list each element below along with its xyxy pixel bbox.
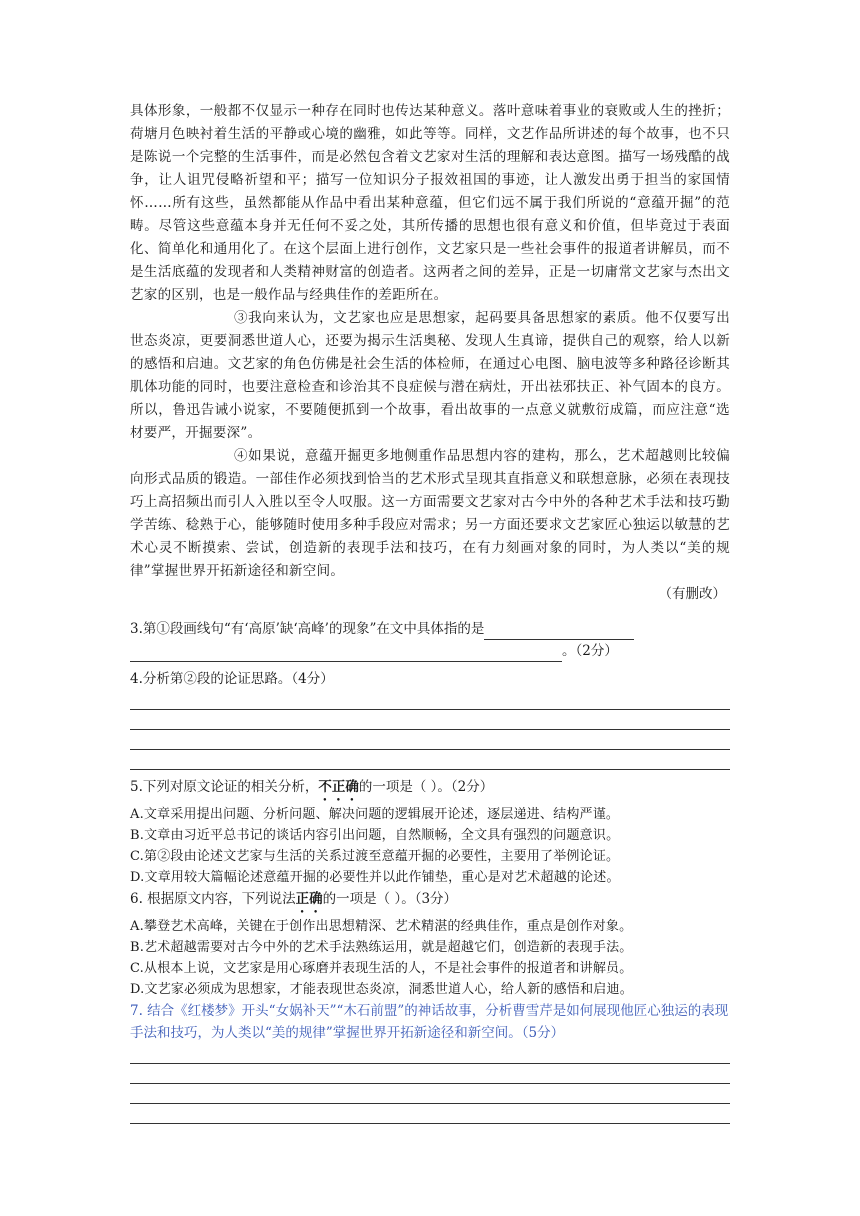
answer-line[interactable] bbox=[130, 710, 730, 730]
option-a[interactable]: A.攀登艺术高峰，关键在于创作出思想精深、艺术精湛的经典佳作，重点是创作对象。 bbox=[130, 919, 633, 934]
question-7 bbox=[130, 1000, 730, 1124]
question-4 bbox=[130, 668, 730, 770]
option-d[interactable]: D.文艺家必须成为思想家，才能表现世态炎凉，洞悉世道人心，给人新的感悟和启迪。 bbox=[130, 982, 633, 997]
passage-paragraph-4: ④如果说，意蕴开掘更多地侧重作品思想内容的建构，那么，艺术超越则比较偏向形式品质的锻造。一部佳作必须找到恰当的艺术形式呈现其直指意义和联想意脉，必须在表现技巧上高招频出而引人入胜以至令人叹服。这一方面需要文艺家对古今中外的各种艺术手法和技巧勤学苦练、稔熟于心，能够随时使用多种手段应对需求；另一方面还要求文艺家匠心独运以敏慧的艺术心灵不断摸索、尝试，创造新的表现手法和技巧，在有力刻画对象的同时，为人类以“美的规律”掌握世界开拓新途径和新空间。 bbox=[130, 448, 730, 579]
answer-line[interactable] bbox=[130, 1104, 730, 1124]
answer-line[interactable] bbox=[130, 1044, 730, 1064]
answer-blank[interactable] bbox=[484, 625, 634, 640]
question-6-stem: 6. 根据原文内容，下列说法正确的一项是（ ）。（3分） bbox=[130, 891, 458, 907]
question-5 bbox=[130, 776, 730, 888]
adaptation-note: （有删改） bbox=[658, 586, 726, 602]
answer-line[interactable] bbox=[130, 690, 730, 710]
question-3-score: 。（2分） bbox=[562, 643, 618, 659]
passage-paragraph-continued: 具体形象，一般都不仅显示一种存在同时也传达某种意义。落叶意味着事业的衰败或人生的挫折；荷塘月色映衬着生活的平静或心境的幽雅，如此等等。同样，文艺作品所讲述的每个故事，也不只是陈说一个完整的生活事件，而是必然包含着文艺家对生活的理解和表达意图。描写一场残酷的战争，让人诅咒侵略祈望和平；描写一位知识分子报效祖国的事迹，让人激发出勇于担当的家国情怀……所有这些，虽然都能从作品中看出某种意蕴，但它们远不属于我们所说的“意蕴开掘”的范畴。尽管这些意蕴本身并无任何不妥之处，其所传播的思想也很有意义和价值，但毕竟过于表面化、简单化和通用化了。在这个层面上进行创作，文艺家只是一些社会事件的报道者讲解员，而不是生活底蕴的发现者和人类精神财富的创造者。这两者之间的差异，正是一切庸常文艺家与杰出文艺家的区别，也是一般作品与经典佳作的差距所在。 bbox=[130, 103, 730, 303]
question-4-text: 4.分析第②段的论证思路。（4分） bbox=[130, 671, 334, 687]
option-c[interactable]: C.从根本上说，文艺家是用心琢磨并表现生活的人，不是社会事件的报道者和讲解员。 bbox=[130, 961, 633, 976]
option-d[interactable]: D.文章用较大篇幅论述意蕴开掘的必要性并以此作铺垫，重心是对艺术超越的论述。 bbox=[130, 870, 620, 885]
answer-line[interactable] bbox=[130, 1064, 730, 1084]
question-5-stem: 5.下列对原文论证的相关分析，不正确的一项是（ ）。（2分） bbox=[130, 779, 494, 795]
question-7-text: 7. 结合《红楼梦》开头“女娲补天”“木石前盟”的神话故事，分析曹雪芹是如何展现他匠心独运的表现手法和技巧，为人类以“美的规律”掌握世界开拓新途径和新空间。（5分） bbox=[130, 1003, 729, 1041]
question-3 bbox=[130, 618, 730, 662]
answer-blank[interactable] bbox=[130, 647, 562, 662]
option-b[interactable]: B.文章由习近平总书记的谈话内容引出问题，自然顺畅，全文具有强烈的问题意识。 bbox=[130, 828, 620, 843]
answer-line[interactable] bbox=[130, 1084, 730, 1104]
emphasis-mark: 不正确 bbox=[318, 779, 359, 795]
question-3-text: 3.第①段画线句“有‘高原’缺‘高峰’的现象”在文中具体指的是 bbox=[130, 621, 485, 637]
question-6 bbox=[130, 888, 730, 1000]
answer-line[interactable] bbox=[130, 730, 730, 750]
exam-page bbox=[130, 100, 730, 1124]
option-c[interactable]: C.第②段由论述文艺家与生活的关系过渡至意蕴开掘的必要性，主要用了举例论证。 bbox=[130, 849, 620, 864]
option-b[interactable]: B.艺术超越需要对古今中外的艺术手法熟练运用，就是超越它们，创造新的表现手法。 bbox=[130, 940, 633, 955]
option-a[interactable]: A.文章采用提出问题、分析问题、解决问题的逻辑展开论述，逐层递进、结构严谨。 bbox=[130, 807, 620, 822]
passage-paragraph-3: ③我向来认为，文艺家也应是思想家，起码要具备思想家的素质。他不仅要写出世态炎凉，更要洞悉世道人心，还要为揭示生活奥秘、发现人生真谛，提供自己的观察，给人以新的感悟和启迪。文艺家的角色仿佛是社会生活的体检师，在通过心电图、脑电波等多种路径诊断其肌体功能的同时，也要注意检查和诊治其不良症候与潜在病灶，开出祛邪扶正、补气固本的良方。所以，鲁迅告诫小说家，不要随便抓到一个故事，看出故事的一点意义就敷衍成篇，而应注意“选材要严，开掘要深”。 bbox=[130, 310, 730, 441]
emphasis-mark: 正确 bbox=[295, 891, 323, 907]
answer-line[interactable] bbox=[130, 750, 730, 770]
